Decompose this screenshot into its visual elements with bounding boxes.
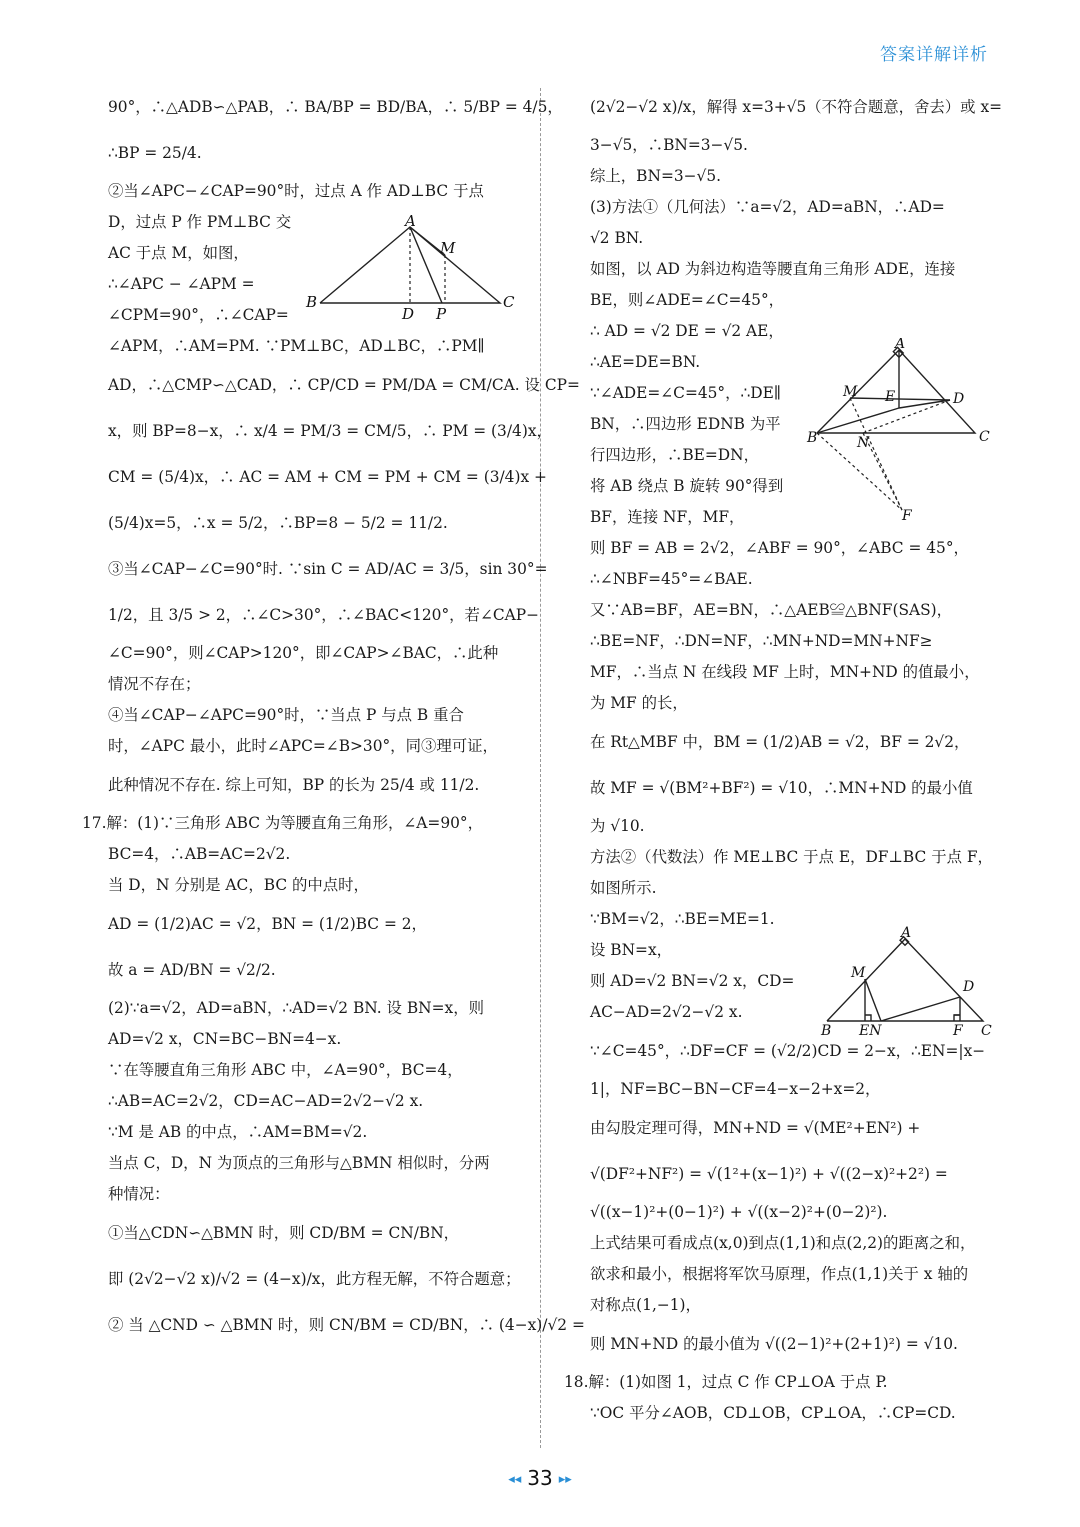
text-line: (2)∵a=√2，AD=aBN，∴AD=√2 BN. 设 BN=x，则: [108, 999, 484, 1017]
text-line: ∵在等腰直角三角形 ABC 中，∠A=90°，BC=4，: [108, 1061, 463, 1079]
fig2-label-b: B: [807, 430, 818, 446]
text-line: 由勾股定理可得，MN+ND = √(ME²+EN²) +: [590, 1119, 921, 1137]
fig3-label-a: A: [901, 925, 912, 941]
fig1-label-a: A: [405, 215, 416, 230]
fig2-label-m: M: [843, 384, 858, 400]
text-line: x，则 BP=8−x，∴ x/4 = PM/3 = CM/5，∴ PM = (3/4)x，: [108, 422, 552, 440]
text-line: ∠APM，∴AM=PM. ∵PM⊥BC，AD⊥BC，∴PM∥: [108, 337, 485, 355]
page-header-title: 答案详解详析: [880, 45, 988, 65]
text-line: 如图，以 AD 为斜边构造等腰直角三角形 ADE，连接: [590, 260, 956, 278]
fig2-label-d: D: [953, 391, 965, 407]
triangle-figure-perpendiculars: [815, 925, 995, 1040]
text-line: 上式结果可看成点(x,0)到点(1,1)和点(2,2)的距离之和，: [590, 1234, 976, 1252]
fig3-label-c: C: [981, 1023, 992, 1039]
text-line: ∵OC 平分∠AOB，CD⊥OB，CP⊥OA，∴CP=CD.: [590, 1404, 956, 1422]
text-line: ∴BE=NF，∴DN=NF，∴MN+ND=MN+NF≥: [590, 632, 933, 650]
text-line: ③当∠CAP−∠C=90°时. ∵sin C = AD/AC = 3/5，sin 30°=: [108, 560, 548, 578]
text-line: CM = (5/4)x，∴ AC = AM + CM = PM + CM = (3/4)x +: [108, 468, 547, 486]
fig2-label-c: C: [979, 429, 990, 445]
text-line: 故 a = AD/BN = √2/2.: [108, 961, 276, 979]
text-line: 则 AD=√2 BN=√2 x，CD=: [590, 972, 795, 990]
text-line: (2√2−√2 x)/x，解得 x=3+√5（不符合题意，舍去）或 x=: [590, 98, 1003, 116]
text-line: 方法②（代数法）作 ME⊥BC 于点 E，DF⊥BC 于点 F，: [590, 848, 993, 866]
page-number: 33: [527, 1466, 553, 1490]
text-line: 行四边形，∴BE=DN，: [590, 446, 759, 464]
text-line: 情况不存在；: [108, 675, 201, 693]
text-line: 将 AB 绕点 B 旋转 90°得到: [590, 477, 784, 495]
text-line: 当点 C，D，N 为顶点的三角形与△BMN 相似时，分两: [108, 1154, 490, 1172]
text-line: ∴ AD = √2 DE = √2 AE，: [590, 322, 784, 340]
text-line: ②当∠APC−∠CAP=90°时，过点 A 作 AD⊥BC 于点: [108, 182, 484, 200]
text-line: BE，则∠ADE=∠C=45°，: [590, 291, 785, 309]
next-page-arrows-icon: ▸▸: [558, 1472, 572, 1487]
text-line: AC−AD=2√2−√2 x.: [590, 1003, 743, 1021]
problem-18-heading: 18.解：(1)如图 1，过点 C 作 CP⊥OA 于点 P.: [564, 1373, 888, 1391]
triangle-figure-abc-with-dm: [300, 215, 525, 325]
fig3-label-en: EN: [859, 1023, 882, 1039]
text-line: √(DF²+NF²) = √(1²+(x−1)²) + √((2−x)²+2²) =: [590, 1165, 948, 1183]
text-line: ①当△CDN∽△BMN 时，则 CD/BM = CN/BN，: [108, 1224, 460, 1242]
text-line: ∴AE=DE=BN.: [590, 353, 701, 371]
text-line: BN，∴四边形 EDNB 为平: [590, 415, 781, 433]
text-line: ④当∠CAP−∠APC=90°时，∵当点 P 与点 B 重合: [108, 706, 464, 724]
text-line: ∵∠ADE=∠C=45°，∴DE∥: [590, 384, 781, 402]
text-line: 3−√5，∴BN=3−√5.: [590, 136, 748, 154]
text-line: 综上，BN=3−√5.: [590, 167, 722, 185]
text-line: 90°，∴△ADB∽△PAB，∴ BA/BP = BD/BA，∴ 5/BP = 4/5，: [108, 98, 563, 116]
text-line: 欲求和最小，根据将军饮马原理，作点(1,1)关于 x 轴的: [590, 1265, 969, 1283]
text-line: ∵∠C=45°，∴DF=CF = (√2/2)CD = 2−x，∴EN=|x−: [590, 1042, 986, 1060]
text-line: 时，∠APC 最小，此时∠APC=∠B>30°，同③理可证，: [108, 737, 498, 755]
text-line: 1|，NF=BC−BN−CF=4−x−2+x=2，: [590, 1080, 881, 1098]
problem-17-heading: 17.解：(1)∵三角形 ABC 为等腰直角三角形，∠A=90°，: [82, 814, 483, 832]
column-divider: [540, 88, 541, 1448]
text-line: BF，连接 NF，MF，: [590, 508, 745, 526]
text-line: MF，∴当点 N 在线段 MF 上时，MN+ND 的值最小，: [590, 663, 980, 681]
fig1-label-d: D: [402, 305, 415, 323]
text-line: 对称点(1,−1)，: [590, 1296, 701, 1314]
fig1-label-m: M: [440, 239, 456, 257]
fig2-label-a: A: [895, 338, 906, 352]
text-line: 则 MN+ND 的最小值为 √((2−1)²+(2+1)²) = √10.: [590, 1335, 958, 1353]
text-line: AD = (1/2)AC = √2，BN = (1/2)BC = 2，: [108, 915, 427, 933]
text-line: √2 BN.: [590, 229, 644, 247]
fig3-label-f: F: [953, 1023, 963, 1039]
text-line: ∵BM=√2，∴BE=ME=1.: [590, 910, 775, 928]
fig3-label-d: D: [963, 979, 975, 995]
text-line: 1/2，且 3/5 > 2，∴∠C>30°，∴∠BAC<120°，若∠CAP−: [108, 606, 539, 624]
text-line: ∵M 是 AB 的中点，∴AM=BM=√2.: [108, 1123, 368, 1141]
text-line: AC 于点 M，如图，: [108, 244, 249, 262]
text-line: 又∵AB=BF，AE=BN，∴△AEB≌△BNF(SAS)，: [590, 601, 953, 619]
text-line: ∴AB=AC=2√2，CD=AC−AD=2√2−√2 x.: [108, 1092, 424, 1110]
text-line: √((x−1)²+(0−1)²) + √((x−2)²+(0−2)²).: [590, 1203, 888, 1221]
text-line: AD，∴△CMP∽△CAD，∴ CP/CD = PM/DA = CM/CA. 设 CP=: [108, 376, 580, 394]
text-line: ∴∠NBF=45°=∠BAE.: [590, 570, 753, 588]
text-line: 此种情况不存在. 综上可知，BP 的长为 25/4 或 11/2.: [108, 776, 480, 794]
fig3-label-m: M: [851, 965, 866, 981]
text-line: 种情况：: [108, 1185, 170, 1203]
text-line: ∠CPM=90°，∴∠CAP=: [108, 306, 289, 324]
text-line: 为 MF 的长，: [590, 694, 688, 712]
right-column: [564, 84, 1003, 1429]
text-line: ∠C=90°，则∠CAP>120°，即∠CAP>∠BAC，∴此种: [108, 644, 499, 662]
text-line: 即 (2√2−√2 x)/√2 = (4−x)/x，此方程无解，不符合题意；: [108, 1270, 521, 1288]
text-line: ∴BP = 25/4.: [108, 144, 202, 162]
fig1-label-b: B: [306, 293, 318, 311]
text-line: 设 BN=x，: [590, 941, 673, 959]
text-line: (5/4)x=5，∴x = 5/2，∴BP=8 − 5/2 = 11/2.: [108, 514, 448, 532]
fig2-label-e: E: [885, 389, 896, 405]
text-line: 当 D，N 分别是 AC，BC 的中点时，: [108, 876, 369, 894]
fig3-label-b: B: [821, 1023, 832, 1039]
text-line: D，过点 P 作 PM⊥BC 交: [108, 213, 292, 231]
text-line: AD=√2 x，CN=BC−BN=4−x.: [108, 1030, 342, 1048]
text-line: ② 当 △CND ∽ △BMN 时，则 CN/BM = CD/BN，∴ (4−x)/√2 =: [108, 1316, 585, 1334]
fig1-label-p: P: [436, 305, 447, 323]
prev-page-arrows-icon: ◂◂: [508, 1472, 522, 1487]
text-line: 则 BF = AB = 2√2，∠ABF = 90°，∠ABC = 45°，: [590, 539, 969, 557]
text-line: 在 Rt△MBF 中，BM = (1/2)AB = √2，BF = 2√2，: [590, 733, 970, 751]
fig2-label-n: N: [857, 435, 870, 451]
fig1-label-c: C: [503, 293, 515, 311]
page-number-footer: [0, 1466, 1080, 1490]
text-line: BC=4，∴AB=AC=2√2.: [108, 845, 291, 863]
fig2-label-f: F: [902, 508, 912, 523]
text-line: (3)方法①（几何法）∵a=√2，AD=aBN，∴AD=: [590, 198, 945, 216]
text-line: ∴∠APC − ∠APM =: [108, 275, 255, 293]
triangle-figure-rotation-bf: [805, 338, 995, 523]
text-line: 故 MF = √(BM²+BF²) = √10，∴MN+ND 的最小值: [590, 779, 973, 797]
text-line: 为 √10.: [590, 817, 645, 835]
text-line: 如图所示.: [590, 879, 657, 897]
